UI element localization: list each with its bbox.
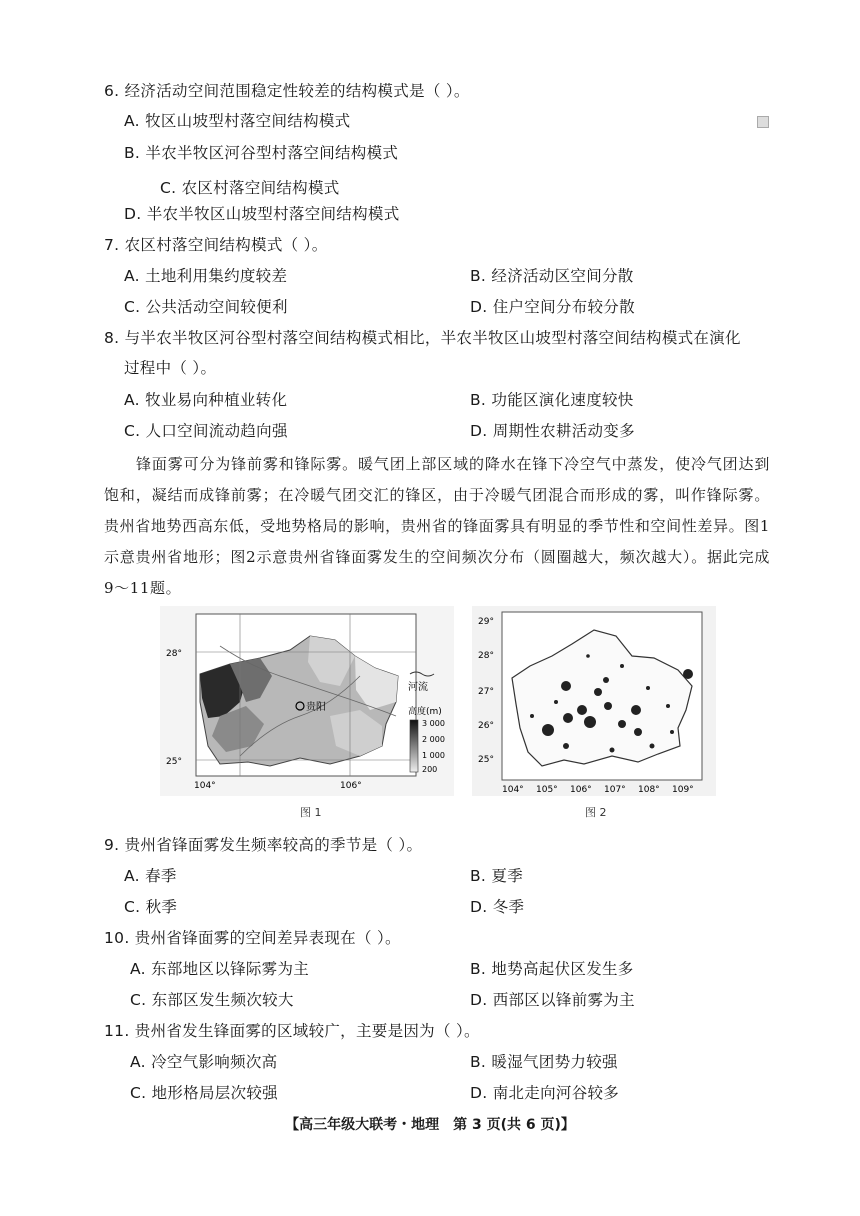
city-label: 贵阳 [306,702,326,713]
river-legend-label: 河流 [408,682,428,693]
question-7-option-d: D. 住户空间分布较分散 [470,298,635,316]
question-10-option-c: C. 东部区发生频次较大 [130,991,294,1009]
question-7-stem: 7. 农区村落空间结构模式（ ）。 [104,236,328,254]
fig2-lon-105: 105° [536,785,558,795]
question-9-option-a: A. 春季 [124,867,177,885]
question-7-option-c: C. 公共活动空间较便利 [124,298,288,316]
question-8-stem-line1: 8. 与半农半牧区河谷型村落空间结构模式相比，半农半牧区山坡型村落空间结构模式在演化 [104,329,741,347]
fig2-lon-106: 106° [570,785,592,795]
question-6-option-c: C. 农区村落空间结构模式 [160,179,340,197]
question-6-option-d: D. 半农半牧区山坡型村落空间结构模式 [124,205,400,223]
reading-passage: 锋面雾可分为锋前雾和锋际雾。暖气团上部区域的降水在锋下冷空气中蒸发，使冷气团达到饱和，凝结而成锋前雾；在冷暖气团交汇的锋区，由于冷暖气团混合而形成的雾，叫作锋际雾。贵州省地势西高东低，受地势格局的影响，贵州省的锋面雾具有明显的季节性和空间性差异。图1示意贵州省地形；图2示意贵州省锋面雾发生的空间频次分布（圆圈越大，频次越大）。据此完成9～11题。 [104,455,770,597]
scan-mark [757,116,769,128]
elevation-200: 200 [422,765,438,774]
question-10-option-b: B. 地势高起伏区发生多 [470,960,634,978]
elevation-legend-title: 高度(m) [408,707,442,717]
question-9-option-c: C. 秋季 [124,898,178,916]
question-11-stem: 11. 贵州省发生锋面雾的区域较广，主要是因为（ ）。 [104,1022,480,1040]
fig1-lat-25: 25° [166,757,182,767]
question-10-stem: 10. 贵州省锋面雾的空间差异表现在（ ）。 [104,929,401,947]
question-11-option-b: B. 暖湿气团势力较强 [470,1053,618,1071]
figure-2-fog-frequency-map [472,606,716,796]
question-6-option-a: A. 牧区山坡型村落空间结构模式 [124,112,351,130]
question-6-stem: 6. 经济活动空间范围稳定性较差的结构模式是（ ）。 [104,82,470,100]
fig2-lon-109: 109° [672,785,694,795]
fig2-lat-25: 25° [478,755,494,765]
question-8-option-d: D. 周期性农耕活动变多 [470,422,635,440]
fig2-lon-108: 108° [638,785,660,795]
question-10-option-a: A. 东部地区以锋际雾为主 [130,960,310,978]
question-11-option-c: C. 地形格局层次较强 [130,1084,278,1102]
elevation-legend-bar [410,720,418,772]
figure-1-terrain-map [160,606,454,796]
question-11-option-a: A. 冷空气影响频次高 [130,1053,278,1071]
question-9-stem: 9. 贵州省锋面雾发生频率较高的季节是（ ）。 [104,836,423,854]
question-11-option-d: D. 南北走向河谷较多 [470,1084,620,1102]
fig2-lat-27: 27° [478,687,494,697]
fig2-lat-29: 29° [478,617,494,627]
question-8-option-a: A. 牧业易向种植业转化 [124,391,288,409]
page-footer: 【高三年级大联考・地理 第 3 页(共 6 页)】 [285,1117,575,1133]
elevation-3000: 3 000 [422,719,445,728]
fig1-lon-106: 106° [340,781,362,791]
elevation-2000: 2 000 [422,735,445,744]
question-9-option-d: D. 冬季 [470,898,525,916]
question-10-option-d: D. 西部区以锋前雾为主 [470,991,635,1009]
question-8-option-b: B. 功能区演化速度较快 [470,391,634,409]
fig2-lon-104: 104° [502,785,524,795]
elevation-1000: 1 000 [422,751,445,760]
figure-2-caption: 图 2 [585,806,607,819]
fig2-lat-26: 26° [478,721,494,731]
fig1-lat-28: 28° [166,649,182,659]
question-7-option-b: B. 经济活动区空间分散 [470,267,634,285]
question-7-option-a: A. 土地利用集约度较差 [124,267,288,285]
question-6-option-b: B. 半农半牧区河谷型村落空间结构模式 [124,144,399,162]
question-8-option-c: C. 人口空间流动趋向强 [124,422,288,440]
question-9-option-b: B. 夏季 [470,867,523,885]
figure-1-caption: 图 1 [300,806,322,819]
question-8-stem-line2: 过程中（ ）。 [124,359,217,377]
fig2-lat-28: 28° [478,651,494,661]
fig2-lon-107: 107° [604,785,626,795]
fig1-lon-104: 104° [194,781,216,791]
